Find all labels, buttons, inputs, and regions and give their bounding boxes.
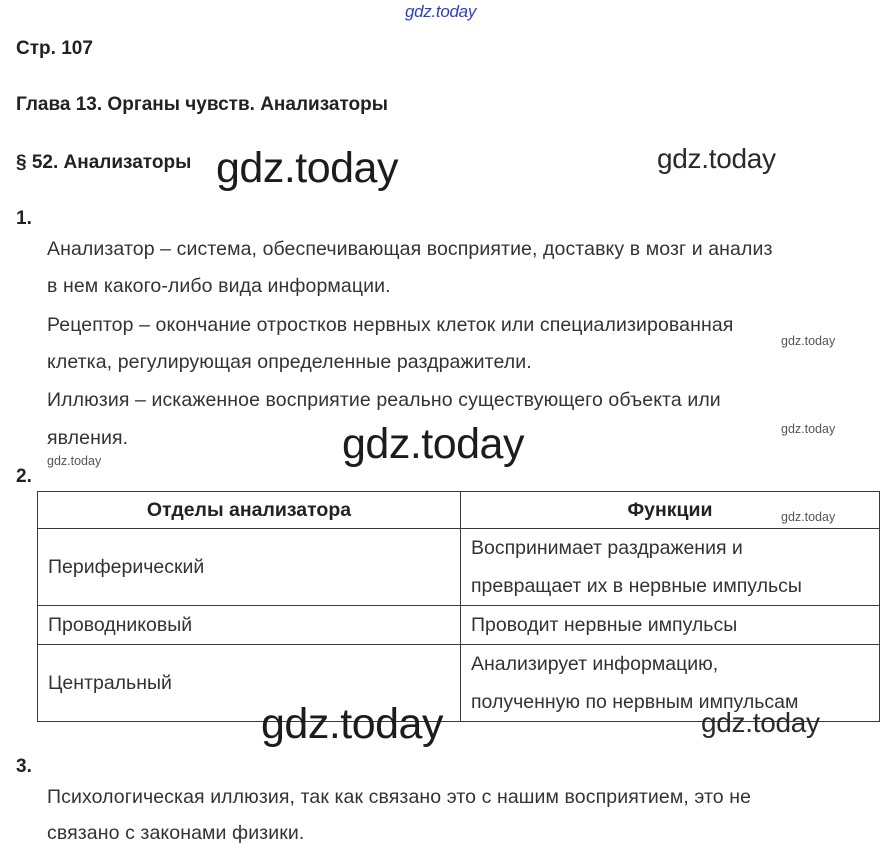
chapter-title: Глава 13. Органы чувств. Анализаторы: [16, 94, 388, 115]
table-row: [38, 529, 880, 606]
task-3-line: Психологическая иллюзия, так как связано это с нашим восприятием, это не: [47, 786, 752, 808]
task-1-number: 1.: [16, 208, 32, 229]
watermark-medium: gdz.today: [701, 707, 820, 738]
table-cell-section: Периферический: [38, 529, 461, 606]
task-3-line: связано с законами физики.: [47, 822, 305, 844]
table-header-functions: Функции: [461, 492, 880, 529]
table-cell-section: Центральный: [38, 645, 461, 722]
table-row: [38, 606, 880, 645]
watermark-large: gdz.today: [216, 144, 398, 192]
function-line: Проводит нервные импульсы: [471, 614, 738, 636]
task-1-line: Иллюзия – искаженное восприятие реально существующего объекта или: [47, 389, 721, 411]
table-header-sections: Отделы анализатора: [38, 492, 461, 529]
task-2-number: 2.: [16, 466, 32, 487]
watermark-small: gdz.today: [781, 422, 836, 436]
page-label: Стр. 107: [16, 38, 93, 59]
table-cell-section: Проводниковый: [38, 606, 461, 645]
task-1-line: Рецептор – окончание отростков нервных клеток или специализированная: [47, 314, 734, 336]
watermark-top: gdz.today: [405, 2, 477, 21]
function-line: превращает их в нервные импульсы: [471, 575, 802, 597]
table-cell-function: [461, 606, 880, 645]
task-1-line: клетка, регулирующая определенные раздражители.: [47, 351, 532, 373]
table-cell-function: [461, 529, 880, 606]
watermark-small: gdz.today: [781, 510, 836, 524]
task-1-line: Анализатор – система, обеспечивающая восприятие, доставку в мозг и анализ: [47, 238, 773, 260]
table-header-row: [38, 492, 880, 529]
section-title: § 52. Анализаторы: [16, 152, 192, 173]
task-3-number: 3.: [16, 756, 32, 777]
function-line: Воспринимает раздражения и: [471, 537, 743, 559]
watermark-small: gdz.today: [47, 454, 102, 468]
watermark-large: gdz.today: [261, 700, 443, 748]
task-1-line: явления.: [47, 427, 129, 449]
watermark-large: gdz.today: [342, 420, 524, 468]
task-1-line: в нем какого-либо вида информации.: [47, 275, 391, 297]
watermark-small: gdz.today: [781, 334, 836, 348]
function-line: полученную по нервным импульсам: [471, 691, 799, 713]
analyzer-table: [37, 491, 880, 722]
watermark-medium: gdz.today: [657, 143, 776, 174]
function-line: Анализирует информацию,: [471, 653, 719, 675]
